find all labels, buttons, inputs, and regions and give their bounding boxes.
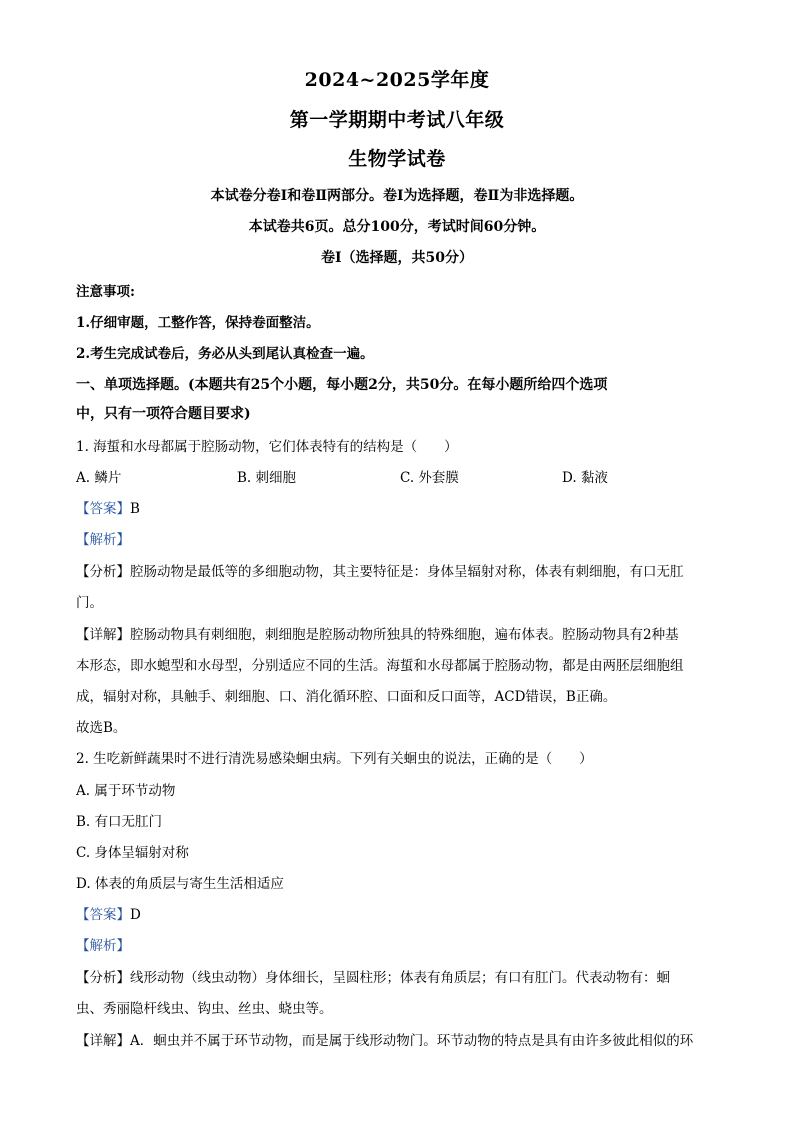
q1-analysis-tag: 【解析】	[76, 532, 130, 548]
q1-conclusion: 故选B。	[76, 720, 127, 736]
section-heading-line-1: 一、单项选择题。(本题共有25个小题，每小题2分，共50分。在每小题所给四个选项	[76, 377, 608, 393]
year-title: 2024~2025学年度	[304, 69, 490, 91]
volume-heading: 卷Ⅰ（选择题，共50分）	[320, 250, 474, 266]
xiangjie-tag: 【详解】	[76, 627, 130, 643]
q1-xiangjie-line-2: 本形态，即水螅型和水母型，分别适应不同的生活。海蜇和水母都属于腔肠动物，都是由两胚层细胞组	[76, 658, 684, 674]
q1-answer-value: B	[130, 501, 140, 517]
q1-answer	[76, 499, 726, 519]
q2-option-a: A. 属于环节动物	[76, 783, 176, 799]
exam-title: 第一学期期中考试八年级	[289, 109, 505, 131]
q2-stem: 2. 生吃新鲜蔬果时不进行清洗易感染蛔虫病。下列有关蛔虫的说法，正确的是（ ）	[76, 751, 593, 767]
answer-tag: 【答案】	[76, 501, 130, 517]
q1-fenxi-line-2: 门。	[76, 595, 103, 611]
notes-item-2: 2.考生完成试卷后，务必从头到尾认真检查一遍。	[76, 346, 374, 362]
notes-item-1: 1.仔细审题，工整作答，保持卷面整洁。	[76, 315, 320, 331]
intro-line-1: 本试卷分卷Ⅰ和卷Ⅱ两部分。卷Ⅰ为选择题，卷Ⅱ为非选择题。	[210, 188, 584, 204]
q1-option-b: B. 刺细胞	[237, 470, 297, 486]
fenxi-tag: 【分析】	[76, 564, 130, 580]
q1-option-d: D. 黏液	[562, 470, 608, 486]
q1-option-c: C. 外套膜	[400, 470, 459, 486]
fenxi-tag: 【分析】	[76, 970, 130, 986]
notes-title: 注意事项:	[76, 284, 135, 300]
q1-xiangjie-line-1: 【详解】腔肠动物具有刺细胞，刺细胞是腔肠动物所独具的特殊细胞，遍布体表。腔肠动物具有2种基	[76, 627, 679, 643]
answer-tag: 【答案】	[76, 907, 130, 923]
section-heading-line-2: 中，只有一项符合题目要求)	[76, 406, 251, 422]
q2-analysis-tag: 【解析】	[76, 938, 130, 954]
q2-answer-value: D	[130, 907, 141, 923]
q1-fenxi-line-1: 【分析】腔肠动物是最低等的多细胞动物，其主要特征是：身体呈辐射对称，体表有刺细胞，有口无肛	[76, 564, 684, 580]
q2-xiangjie-line-1: 【详解】A．蛔虫并不属于环节动物，而是属于线形动物门。环节动物的特点是具有由许多彼此相似的环	[76, 1033, 694, 1049]
q2-option-d: D. 体表的角质层与寄生生活相适应	[76, 876, 284, 892]
q1-option-a: A. 鳞片	[76, 470, 122, 486]
q1-xiangjie-line-3: 成，辐射对称，具触手、刺细胞、口、消化循环腔、口面和反口面等，ACD错误，B正确。	[76, 689, 617, 705]
q2-answer	[76, 905, 726, 925]
subject-title: 生物学试卷	[348, 148, 446, 170]
q2-option-c: C. 身体呈辐射对称	[76, 845, 189, 861]
xiangjie-tag: 【详解】	[76, 1033, 130, 1049]
q2-option-b: B. 有口无肛门	[76, 814, 163, 830]
intro-line-2: 本试卷共6页。总分100分，考试时间60分钟。	[248, 219, 546, 235]
q1-stem: 1. 海蜇和水母都属于腔肠动物，它们体表特有的结构是（ ）	[76, 439, 458, 455]
q2-fenxi-line-1: 【分析】线形动物（线虫动物）身体细长，呈圆柱形；体表有角质层；有口有肛门。代表动物有：蛔	[76, 970, 670, 986]
q2-fenxi-line-2: 虫、秀丽隐杆线虫、钩虫、丝虫、蛲虫等。	[76, 1001, 333, 1017]
